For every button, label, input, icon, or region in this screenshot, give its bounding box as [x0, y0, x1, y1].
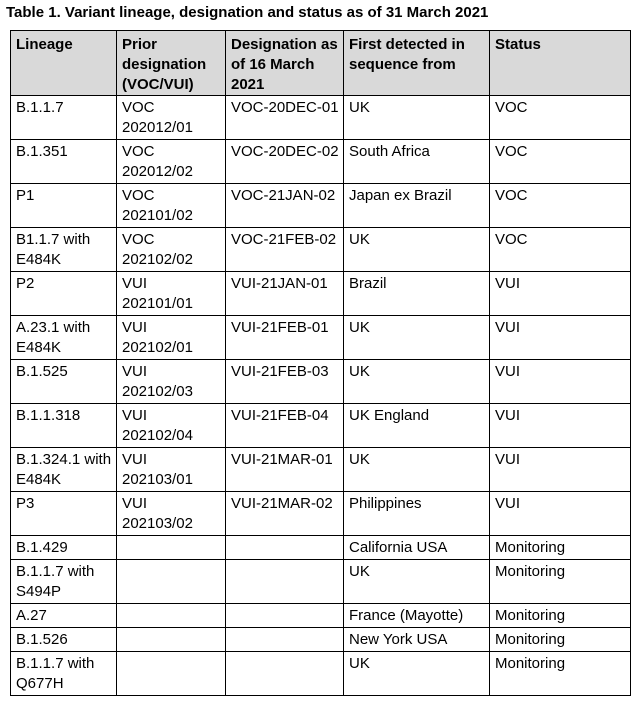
cell-designation: [226, 560, 344, 604]
cell-designation: VUI-21FEB-03: [226, 360, 344, 404]
cell-prior-designation: [117, 560, 226, 604]
cell-status: VOC: [490, 140, 631, 184]
cell-prior-designation: VOC 202012/01: [117, 96, 226, 140]
cell-first-detected: UK: [344, 652, 490, 696]
cell-lineage: P2: [11, 272, 117, 316]
cell-prior-designation: VUI 202103/01: [117, 448, 226, 492]
cell-lineage: B.1.525: [11, 360, 117, 404]
cell-lineage: P1: [11, 184, 117, 228]
cell-status: VUI: [490, 492, 631, 536]
table-row: [11, 272, 631, 316]
cell-designation: VOC-20DEC-01: [226, 96, 344, 140]
cell-lineage: B1.1.7 with E484K: [11, 228, 117, 272]
table-row: [11, 448, 631, 492]
cell-lineage: B.1.526: [11, 628, 117, 652]
cell-prior-designation: VOC 202012/02: [117, 140, 226, 184]
table-header: [11, 31, 631, 96]
cell-designation: VUI-21JAN-01: [226, 272, 344, 316]
cell-prior-designation: [117, 604, 226, 628]
table-row: [11, 184, 631, 228]
cell-lineage: B.1.1.7 with Q677H: [11, 652, 117, 696]
cell-prior-designation: [117, 536, 226, 560]
cell-status: Monitoring: [490, 536, 631, 560]
cell-first-detected: UK: [344, 360, 490, 404]
cell-prior-designation: VUI 202103/02: [117, 492, 226, 536]
cell-prior-designation: VUI 202102/03: [117, 360, 226, 404]
cell-first-detected: New York USA: [344, 628, 490, 652]
cell-lineage: B.1.1.7 with S494P: [11, 560, 117, 604]
cell-prior-designation: VOC 202101/02: [117, 184, 226, 228]
cell-designation: VOC-21JAN-02: [226, 184, 344, 228]
cell-status: Monitoring: [490, 604, 631, 628]
table-row: [11, 628, 631, 652]
variant-table: [10, 30, 631, 696]
table-row: [11, 492, 631, 536]
cell-designation: VUI-21MAR-01: [226, 448, 344, 492]
cell-designation: VUI-21FEB-01: [226, 316, 344, 360]
cell-first-detected: UK: [344, 560, 490, 604]
cell-prior-designation: [117, 652, 226, 696]
cell-status: VUI: [490, 448, 631, 492]
header-row: [11, 31, 631, 96]
cell-designation: VUI-21MAR-02: [226, 492, 344, 536]
header-status: Status: [490, 31, 631, 96]
cell-first-detected: Philippines: [344, 492, 490, 536]
cell-status: VUI: [490, 272, 631, 316]
cell-designation: [226, 628, 344, 652]
cell-lineage: B.1.351: [11, 140, 117, 184]
cell-lineage: B.1.429: [11, 536, 117, 560]
cell-status: Monitoring: [490, 628, 631, 652]
cell-first-detected: UK: [344, 228, 490, 272]
cell-status: VOC: [490, 228, 631, 272]
cell-lineage: B.1.1.318: [11, 404, 117, 448]
cell-status: Monitoring: [490, 560, 631, 604]
cell-designation: VOC-21FEB-02: [226, 228, 344, 272]
table-row: [11, 96, 631, 140]
cell-status: VUI: [490, 404, 631, 448]
cell-prior-designation: VUI 202101/01: [117, 272, 226, 316]
table-row: [11, 228, 631, 272]
table-row: [11, 560, 631, 604]
cell-first-detected: Japan ex Brazil: [344, 184, 490, 228]
cell-first-detected: France (Mayotte): [344, 604, 490, 628]
cell-first-detected: California USA: [344, 536, 490, 560]
cell-prior-designation: VUI 202102/04: [117, 404, 226, 448]
cell-lineage: B.1.324.1 with E484K: [11, 448, 117, 492]
cell-designation: [226, 536, 344, 560]
cell-first-detected: UK: [344, 316, 490, 360]
cell-prior-designation: [117, 628, 226, 652]
cell-first-detected: Brazil: [344, 272, 490, 316]
cell-status: Monitoring: [490, 652, 631, 696]
table-row: [11, 360, 631, 404]
header-prior-designation: Prior designation (VOC/VUI): [117, 31, 226, 96]
cell-first-detected: UK England: [344, 404, 490, 448]
cell-prior-designation: VOC 202102/02: [117, 228, 226, 272]
header-lineage: Lineage: [11, 31, 117, 96]
cell-prior-designation: VUI 202102/01: [117, 316, 226, 360]
cell-lineage: P3: [11, 492, 117, 536]
cell-status: VOC: [490, 96, 631, 140]
table-row: [11, 140, 631, 184]
cell-lineage: B.1.1.7: [11, 96, 117, 140]
cell-first-detected: UK: [344, 448, 490, 492]
table-row: [11, 316, 631, 360]
header-designation: Designation as of 16 March 2021: [226, 31, 344, 96]
cell-designation: [226, 652, 344, 696]
cell-status: VUI: [490, 360, 631, 404]
table-row: [11, 652, 631, 696]
cell-lineage: A.27: [11, 604, 117, 628]
cell-first-detected: UK: [344, 96, 490, 140]
cell-designation: VOC-20DEC-02: [226, 140, 344, 184]
table-row: [11, 404, 631, 448]
cell-lineage: A.23.1 with E484K: [11, 316, 117, 360]
table-caption: Table 1. Variant lineage, designation and status as of 31 March 2021: [6, 4, 489, 21]
cell-first-detected: South Africa: [344, 140, 490, 184]
cell-status: VUI: [490, 316, 631, 360]
cell-designation: VUI-21FEB-04: [226, 404, 344, 448]
cell-designation: [226, 604, 344, 628]
table-row: [11, 604, 631, 628]
cell-status: VOC: [490, 184, 631, 228]
table-row: [11, 536, 631, 560]
table-body: [11, 96, 631, 696]
header-first-detected: First detected in sequence from: [344, 31, 490, 96]
